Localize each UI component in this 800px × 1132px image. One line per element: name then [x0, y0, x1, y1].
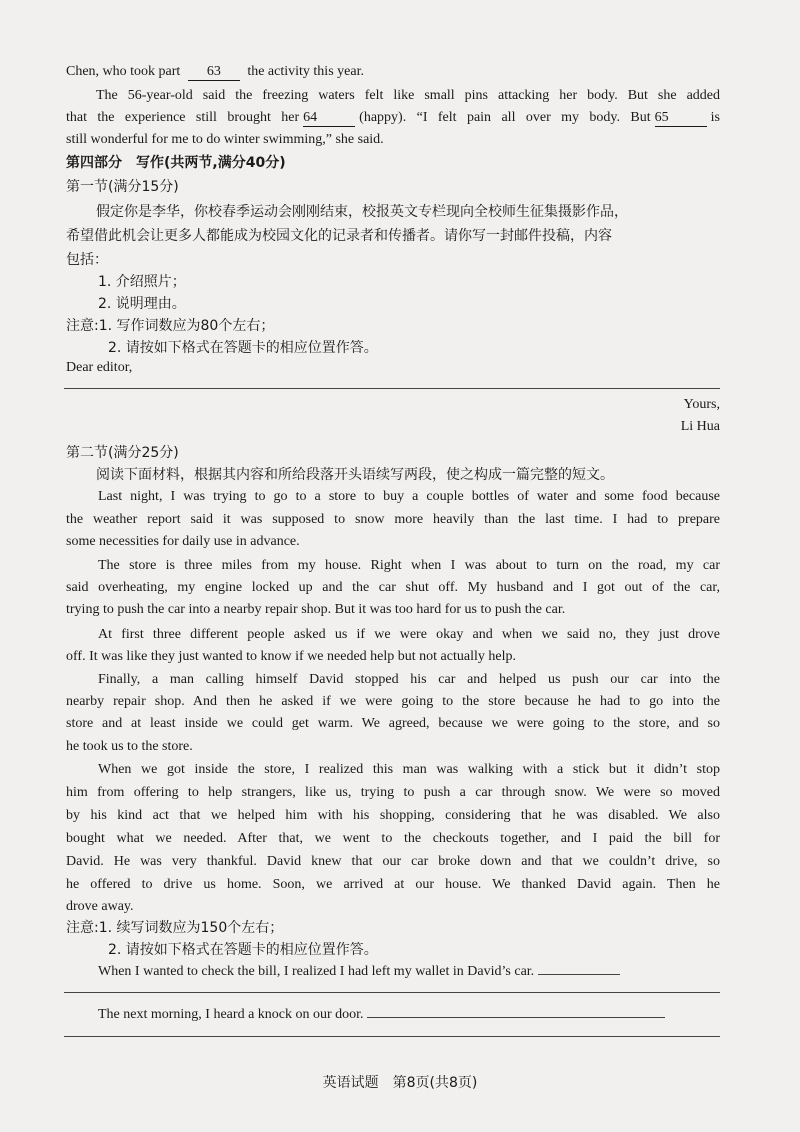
story-line: him from offering to help strangers, like us, trying to push a car through snow. We were so moved [66, 785, 720, 800]
story-line: some necessities for daily use in advance. [66, 534, 300, 549]
answer-rule [64, 1036, 720, 1037]
section2-instruction: 阅读下面材料，根据其内容和所给段落开头语续写两段，使之构成一篇完整的短文。 [96, 467, 614, 483]
opening-paragraph-1: When I wanted to check the bill, I realized I had left my wallet in David’s car. [98, 960, 720, 982]
story-line: said overheating, my engine locked up and the car shut off. My husband and I got out of the car, [66, 580, 720, 595]
blank-64[interactable]: 64 [303, 110, 355, 127]
cloze-p2-line-1: The 56-year-old said the freezing waters felt like small pins attacking her body. But she added [96, 88, 720, 103]
story-line: trying to push the car into a nearby repair shop. But it was too hard for us to push the car. [66, 602, 566, 617]
answer-line[interactable] [538, 960, 620, 975]
answer-line[interactable] [367, 1003, 665, 1018]
story-line: he offered to drive us home. Soon, we arrived at our house. We thanked David again. Then he [66, 877, 720, 892]
section1-prompt-2: 希望借此机会让更多人都能成为校园文化的记录者和传播者。请你写一封邮件投稿，内容 [66, 228, 612, 244]
section1-item-1: 1. 介绍照片； [98, 274, 186, 290]
section2-note-1: 注意:1. 续写词数应为150个左右； [66, 920, 284, 936]
story-line: he took us to the store. [66, 739, 193, 754]
story-line: the weather report said it was supposed to snow more heavily than the last time. I had to prepare [66, 512, 720, 527]
section1-note-2: 2. 请按如下格式在答题卡的相应位置作答。 [108, 340, 378, 356]
story-line: nearby repair shop. And then he asked if we were going to the store because he had to go into the [66, 694, 720, 709]
blank-65[interactable]: 65 [655, 110, 707, 127]
story-line: off. It was like they just wanted to know if we needed help but not actually help. [66, 649, 516, 664]
part-title: 第四部分 写作(共两节,满分40分) [66, 155, 286, 171]
section1-prompt-3: 包括： [66, 252, 108, 268]
story-line: The store is three miles from my house. Right when I was about to turn on the road, my car [98, 558, 720, 573]
story-line: drove away. [66, 899, 134, 914]
cloze-p2-line-3: still wonderful for me to do winter swimming,” she said. [66, 132, 384, 147]
answer-rule [64, 388, 720, 389]
blank-63[interactable]: 63 [188, 64, 240, 81]
closing: Yours, [683, 397, 720, 412]
story-line: store and at least inside we could get warm. We agreed, because we were going to the store, and so [66, 716, 720, 731]
answer-rule [64, 992, 720, 993]
section2-note-2: 2. 请按如下格式在答题卡的相应位置作答。 [108, 942, 378, 958]
story-line: At first three different people asked us if we were okay and when we said no, they just drove [98, 627, 720, 642]
cloze-line-1: Chen, who took part 63 the activity this year. [66, 64, 364, 79]
story-line: When we got inside the store, I realized this man was walking with a stick but it didn’t stop [98, 762, 720, 777]
story-line: by his kind act that we helped him with his shopping, considering that he was disabled. We also [66, 808, 720, 823]
page-footer: 英语试题 第8页(共8页) [322, 1075, 478, 1091]
opening-paragraph-2: The next morning, I heard a knock on our door. [98, 1003, 720, 1025]
cloze-p2-line-2: that the experience still brought her 64 (happy). “I felt pain all over my body. But 65 is [66, 110, 720, 125]
section2-title: 第二节(满分25分) [66, 445, 179, 461]
story-line: Finally, a man calling himself David stopped his car and helped us push our car into the [98, 672, 720, 687]
story-line: bought what we needed. After that, we went to the checkouts together, and I paid the bill for [66, 831, 720, 846]
story-line: David. He was very thankful. David knew that our car broke down and that we couldn’t drive, so [66, 854, 720, 869]
section1-note-1: 注意:1. 写作词数应为80个左右； [66, 318, 275, 334]
story-line: Last night, I was trying to go to a store to buy a couple bottles of water and some food because [98, 489, 720, 504]
section1-item-2: 2. 说明理由。 [98, 296, 186, 312]
section1-prompt-1: 假定你是李华，你校春季运动会刚刚结束，校报英文专栏现向全校师生征集摄影作品， [96, 204, 628, 220]
salutation: Dear editor, [66, 360, 133, 375]
section1-title: 第一节(满分15分) [66, 179, 179, 195]
signature: Li Hua [680, 419, 720, 434]
